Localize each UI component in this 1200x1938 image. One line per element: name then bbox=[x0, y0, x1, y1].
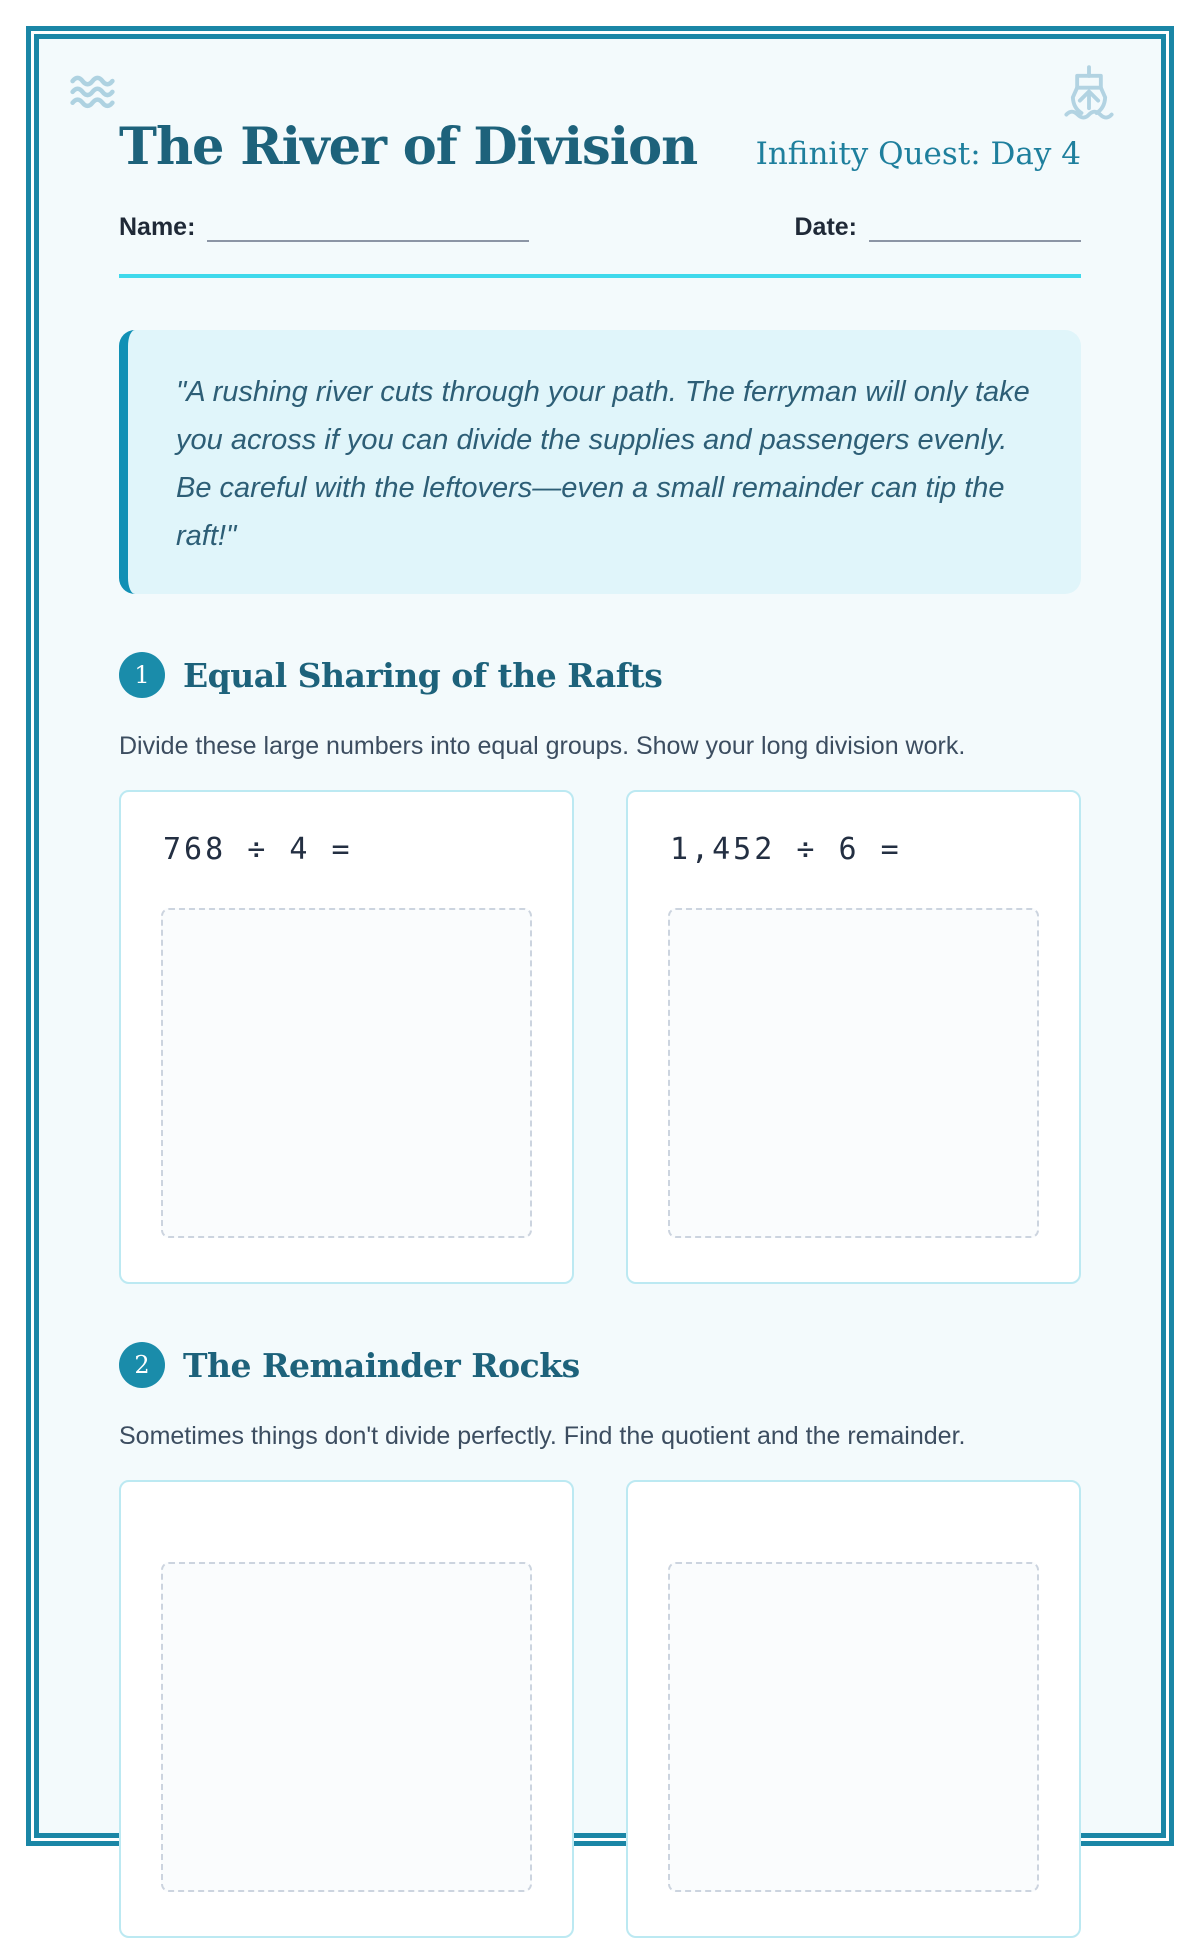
long-division-work-area[interactable] bbox=[668, 1562, 1039, 1892]
name-label: Name: bbox=[119, 213, 196, 242]
problem-card bbox=[626, 1480, 1081, 1938]
problem-expression: 768 ÷ 4 = bbox=[163, 832, 353, 868]
page-subtitle: Infinity Quest: Day 4 bbox=[755, 136, 1081, 172]
ship-icon bbox=[1063, 64, 1115, 125]
story-quote-box bbox=[119, 330, 1081, 594]
long-division-work-area[interactable] bbox=[161, 908, 532, 1238]
section-2-instructions: Sometimes things don't divide perfectly. Find the quotient and the remainder. bbox=[119, 1422, 966, 1451]
waves-icon bbox=[69, 71, 116, 116]
section-2-header bbox=[119, 1342, 1081, 1388]
meta-row bbox=[119, 215, 1081, 242]
problem-expression: 1,452 ÷ 6 = bbox=[670, 832, 902, 868]
section-1-instructions: Divide these large numbers into equal groups. Show your long division work. bbox=[119, 732, 966, 761]
problem-card bbox=[626, 790, 1081, 1284]
section-2-problem-cards bbox=[119, 1480, 1081, 1938]
header bbox=[119, 119, 1081, 175]
page-title: The River of Division bbox=[119, 117, 698, 177]
problem-card bbox=[119, 790, 574, 1284]
problem-card bbox=[119, 1480, 574, 1938]
section-2-title: The Remainder Rocks bbox=[183, 1345, 580, 1385]
long-division-work-area[interactable] bbox=[668, 908, 1039, 1238]
page-frame bbox=[26, 26, 1174, 1846]
name-input-line[interactable] bbox=[207, 218, 529, 242]
header-divider bbox=[119, 274, 1081, 278]
name-group bbox=[119, 215, 529, 242]
section-2-number-badge: 2 bbox=[119, 1342, 165, 1388]
story-quote-text: "A rushing river cuts through your path. The ferryman will only take you across if you can divide the supplies and passengers evenly. Be careful with the leftovers—even a small remainder can tip the raft!" bbox=[176, 376, 1030, 553]
section-1-number-badge: 1 bbox=[119, 652, 165, 698]
date-group bbox=[794, 215, 1081, 242]
worksheet-page bbox=[34, 34, 1166, 1838]
section-1-header bbox=[119, 652, 1081, 698]
date-input-line[interactable] bbox=[869, 218, 1081, 242]
section-1-title: Equal Sharing of the Rafts bbox=[183, 655, 663, 695]
long-division-work-area[interactable] bbox=[161, 1562, 532, 1892]
date-label: Date: bbox=[794, 213, 857, 242]
section-1-problem-cards bbox=[119, 790, 1081, 1284]
